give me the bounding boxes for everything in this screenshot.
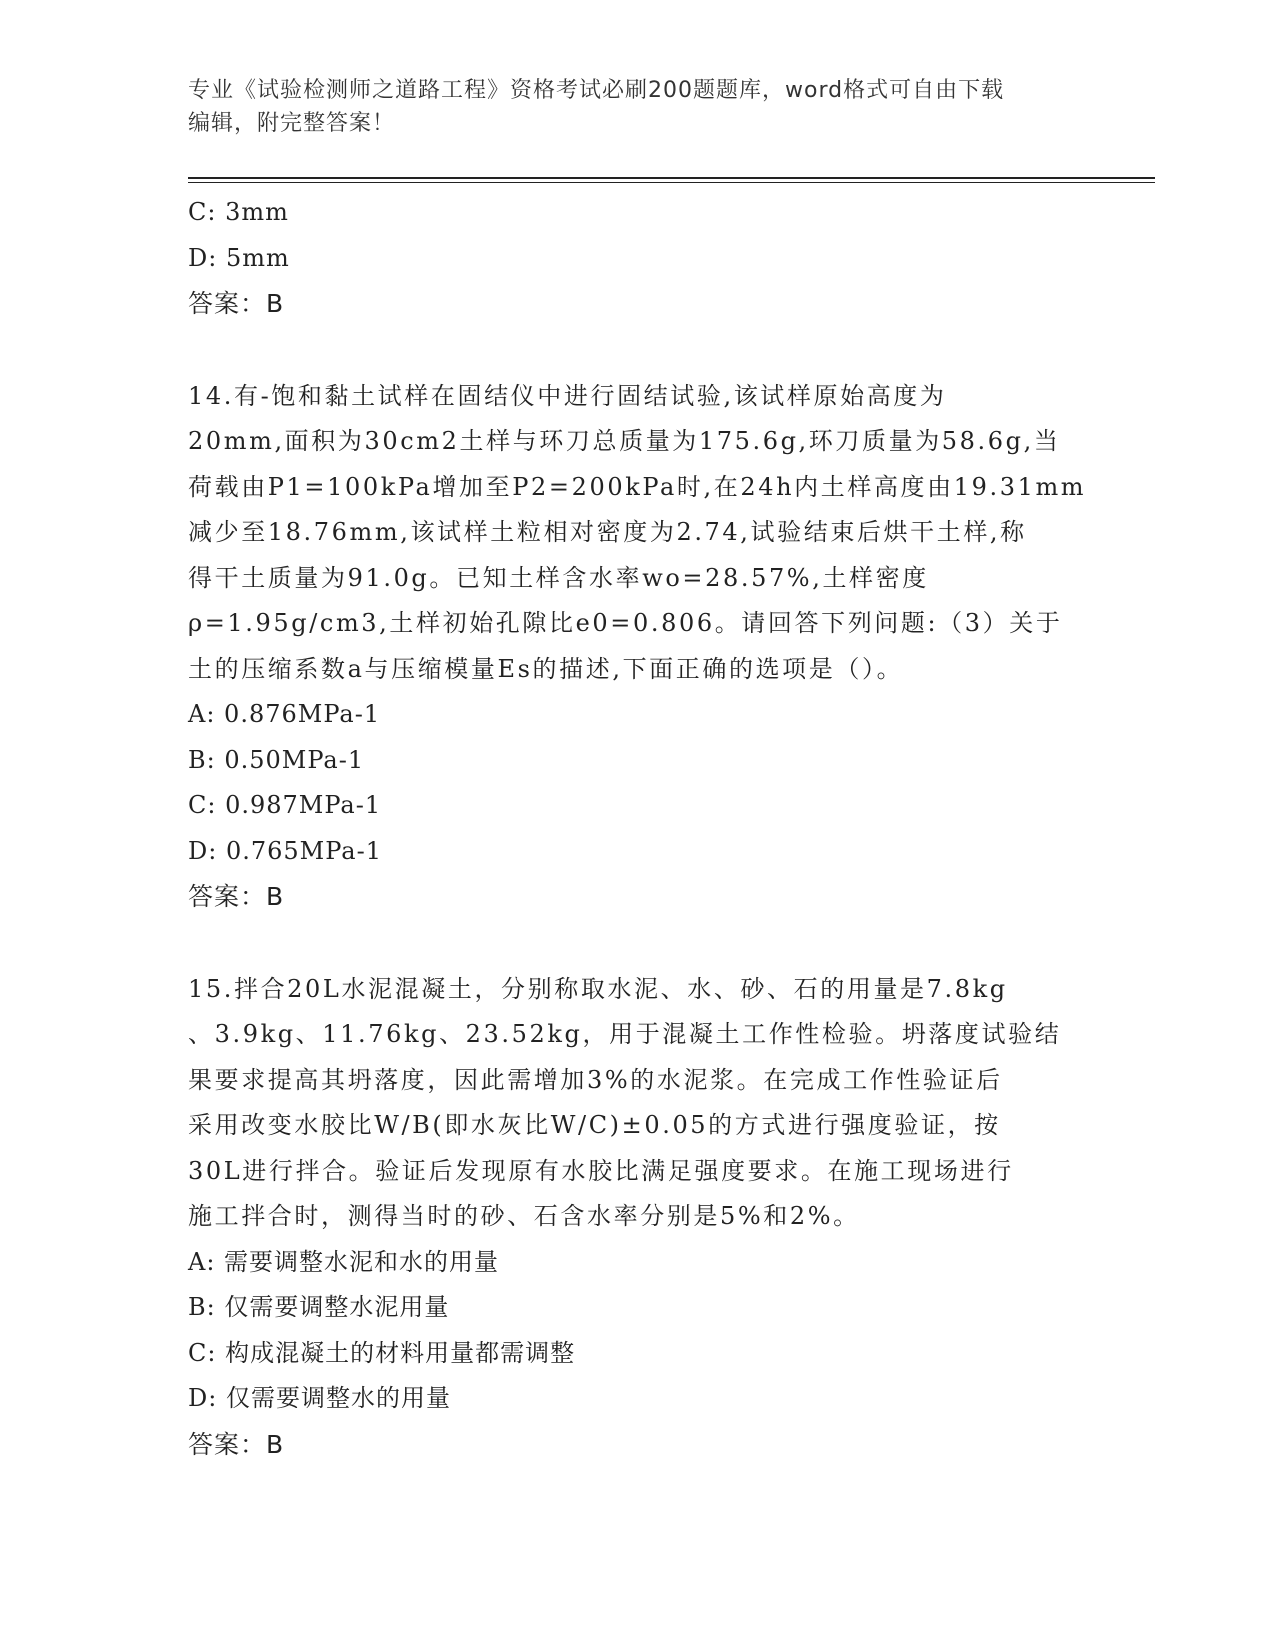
spacer (188, 327, 1088, 374)
question-text-line: 得干土质量为91.0g。已知土样含水率wo=28.57%,土样密度 (188, 563, 929, 592)
question-text-line: 15.拌合20L水泥混凝土，分别称取水泥、水、砂、石的用量是7.8kg (188, 974, 1008, 1003)
option-b: B: 0.50MPa-1 (188, 745, 365, 774)
option-d: D: 仅需要调整水的用量 (188, 1384, 451, 1412)
option-c: C: 0.987MPa-1 (188, 791, 382, 819)
option-a: A: 0.876MPa-1 (188, 700, 381, 728)
header-rule-thick (188, 177, 1155, 179)
question-text-line: 荷载由P1=100kPa增加至P2=200kPa时,在24h内土样高度由19.31mm (188, 472, 1087, 501)
header-line-2: 编辑，附完整答案！ (188, 111, 396, 136)
question-text-line: 采用改变水胶比W/B(即水灰比W/C)±0.05的方式进行强度验证，按 (188, 1111, 1001, 1139)
document-header (188, 74, 1088, 140)
option-b: B: 仅需要调整水泥用量 (188, 1293, 450, 1321)
option-d: D: 0.765MPa-1 (188, 836, 382, 865)
question-text-line: 、3.9kg、11.76kg、23.52kg，用于混凝土工作性检验。坍落度试验结 (188, 1020, 1062, 1048)
document-body (188, 190, 1088, 1467)
question-15 (188, 967, 1088, 1468)
option-a: A: 需要调整水泥和水的用量 (188, 1247, 500, 1276)
question-text-line: 土的压缩系数a与压缩模量Es的描述,下面正确的选项是（）。 (188, 654, 904, 683)
question-text-line: 施工拌合时，测得当时的砂、石含水率分别是5%和2%。 (188, 1202, 860, 1230)
answer-line: 答案：B (188, 882, 285, 911)
question-text-line: 30L进行拌合。验证后发现原有水胶比满足强度要求。在施工现场进行 (188, 1156, 1014, 1185)
question-text-line: 14.有-饱和黏土试样在固结仪中进行固结试验,该试样原始高度为 (188, 381, 947, 410)
question-14 (188, 374, 1088, 920)
option-d: D: 5mm (188, 243, 290, 272)
answer-line: 答案：B (188, 1429, 285, 1459)
question-text-line: 果要求提高其坍落度，因此需增加3%的水泥浆。在完成工作性验证后 (188, 1065, 1003, 1094)
option-c: C: 3mm (188, 198, 289, 226)
question-text-line: 20mm,面积为30cm2土样与环刀总质量为175.6g,环刀质量为58.6g,当 (188, 427, 1061, 455)
question-text-line: 减少至18.76mm,该试样土粒相对密度为2.74,试验结束后烘干土样,称 (188, 518, 1027, 546)
option-c: C: 构成混凝土的材料用量都需调整 (188, 1338, 576, 1367)
answer-line: 答案：B (188, 289, 285, 318)
spacer (188, 920, 1088, 967)
question-text-line: ρ=1.95g/cm3,土样初始孔隙比e0=0.806。请回答下列问题:（3）关于 (188, 609, 1063, 637)
header-rule-thin (188, 182, 1155, 183)
header-line-1: 专业《试验检测师之道路工程》资格考试必刷200题题库，word格式可自由下载 (188, 78, 1005, 103)
prev-question-tail (188, 190, 1088, 327)
